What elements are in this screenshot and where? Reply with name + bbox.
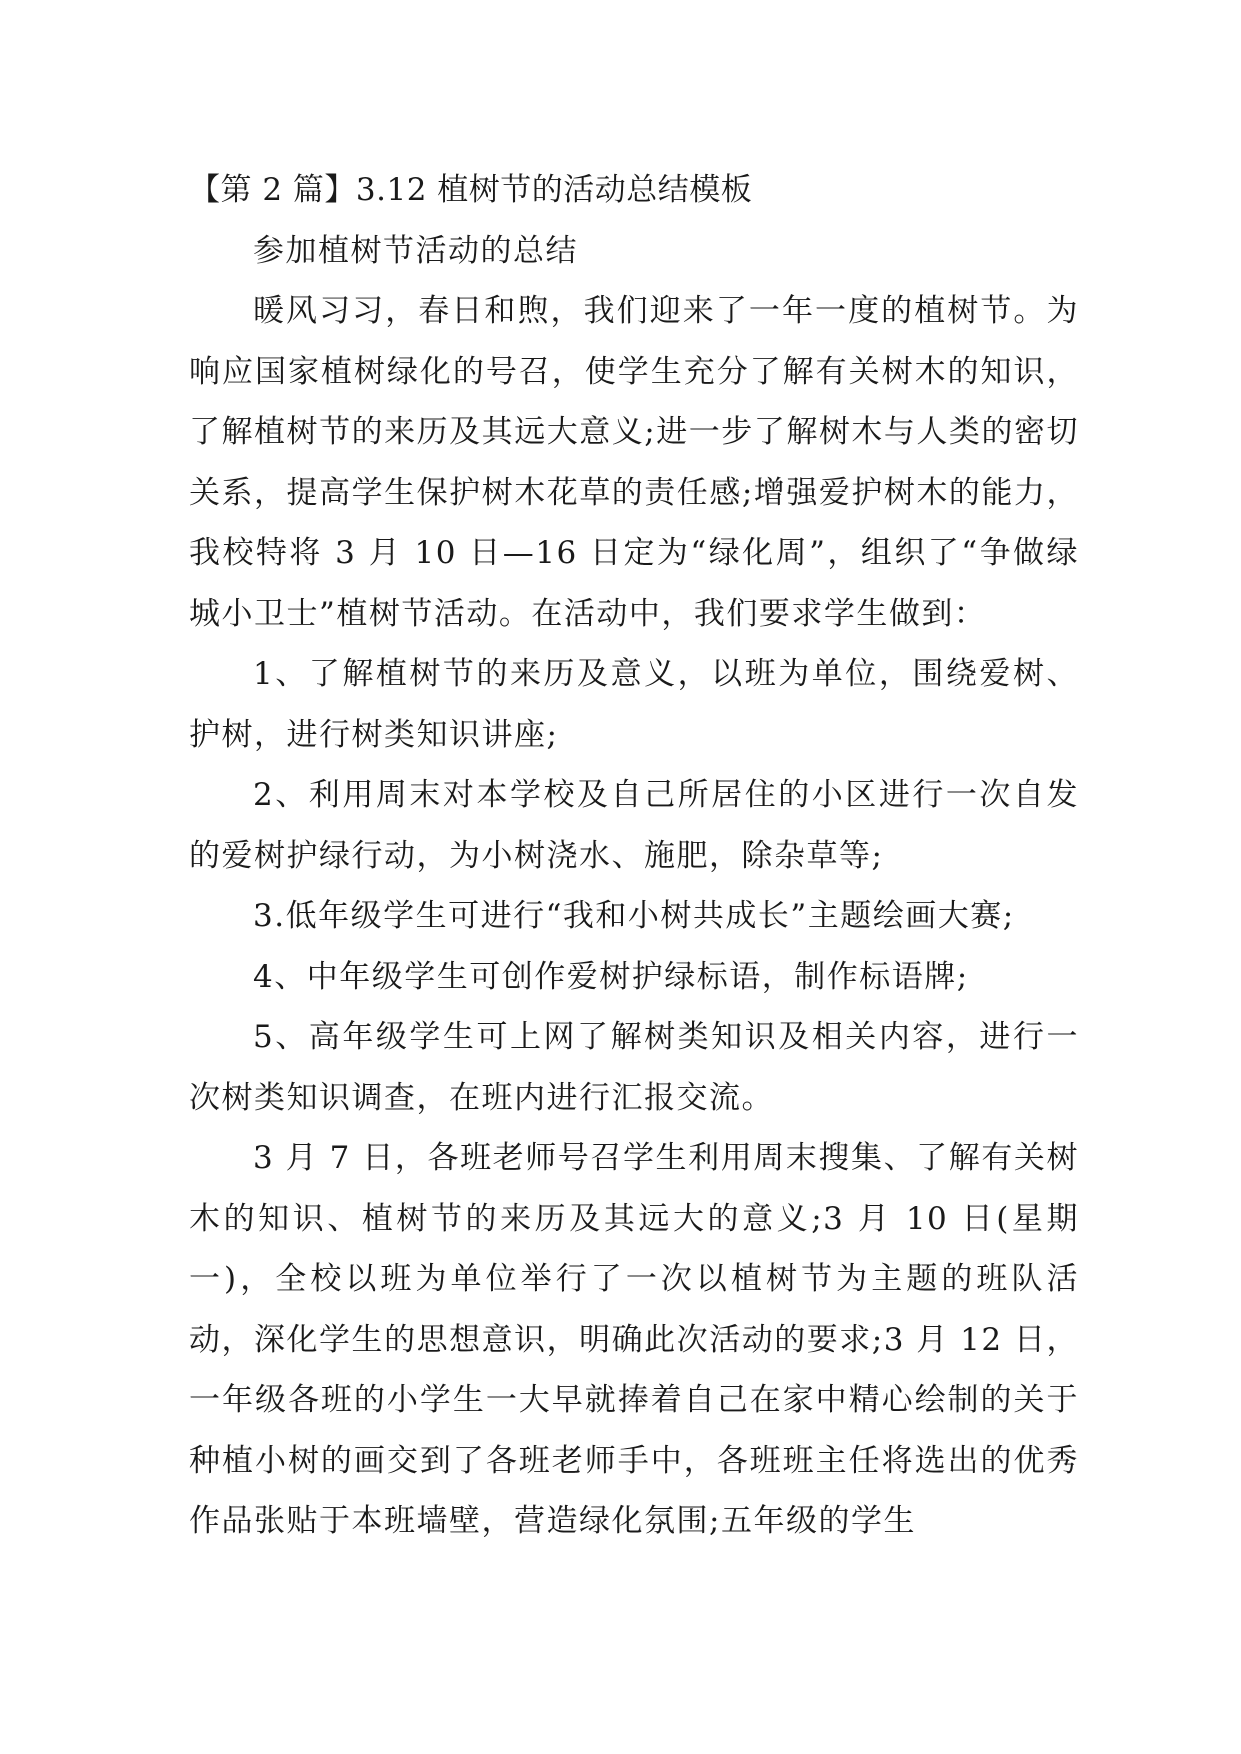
document-body	[189, 160, 1079, 1552]
list-item-3: 3.低年级学生可进行“我和小树共成长”主题绘画大赛;	[253, 898, 1015, 934]
list-item-4: 4、中年级学生可创作爱树护绿标语，制作标语牌;	[253, 958, 969, 995]
paragraph-intro: 暖风习习，春日和煦，我们迎来了一年一度的植树节。为响应国家植树绿化的号召，使学生充分了解有关树木的知识，了解植树节的来历及其远大意义;进一步了解树木与人类的密切关系，提高学生保护树木花草的责任感;增强爱护树木的能力，我校特将 3 月 10 日—16 日定为“绿化周”，组织了“争做绿城小卫士”植树节活动。在活动中，我们要求学生做到：	[189, 293, 1079, 632]
document-subtitle: 参加植树节活动的总结	[253, 232, 578, 269]
list-item-1: 1、了解植树节的来历及意义，以班为单位，围绕爱树、护树，进行树类知识讲座;	[189, 656, 1079, 753]
list-item-5: 5、高年级学生可上网了解树类知识及相关内容，进行一次树类知识调查，在班内进行汇报交流。	[189, 1019, 1079, 1116]
paragraph-activities: 3 月 7 日，各班老师号召学生利用周末搜集、了解有关树木的知识、植树节的来历及其远大的意义;3 月 10 日(星期一)，全校以班为单位举行了一次以植树节为主题的班队活动，深化学生的思想意识，明确此次活动的要求;3 月 12 日，一年级各班的小学生一大早就捧着自己在家中精心绘制的关于种植小树的画交到了各班老师手中，各班班主任将选出的优秀作品张贴于本班墙壁，营造绿化氛围;五年级的学生	[189, 1140, 1079, 1539]
document-title: 【第 2 篇】3.12 植树节的活动总结模板	[189, 172, 753, 208]
list-item-2: 2、利用周末对本学校及自己所居住的小区进行一次自发的爱树护绿行动，为小树浇水、施肥，除杂草等;	[189, 777, 1079, 874]
